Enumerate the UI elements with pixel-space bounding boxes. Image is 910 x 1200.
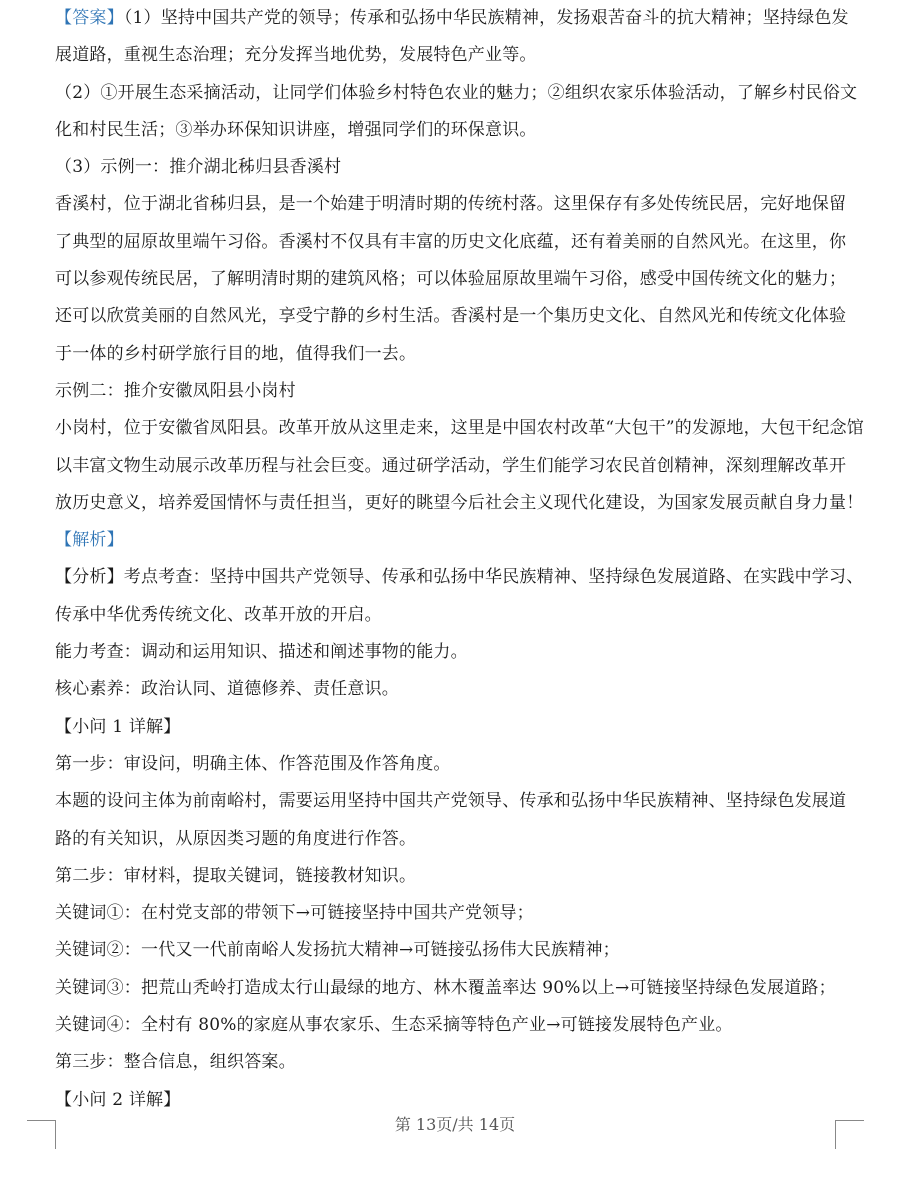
analysis-line: 路的有关知识，从原因类习题的角度进行作答。 [55, 828, 417, 849]
analysis-line: 【分析】考点考查：坚持中国共产党领导、传承和弘扬中华民族精神、坚持绿色发展道路、在实践中学习、 [55, 567, 864, 588]
analysis-line: 本题的设问主体为前南峪村，需要运用坚持中国共产党领导、传承和弘扬中华民族精神、坚持绿色发展道 [55, 791, 847, 812]
keyword-line: 关键词④：全村有 80%的家庭从事农家乐、生态采摘等特色产业→可链接发展特色产业。 [55, 1015, 733, 1036]
answer-line: 于一体的乡村研学旅行目的地，值得我们一去。 [55, 343, 417, 364]
keyword-line: 关键词①：在村党支部的带领下→可链接坚持中国共产党领导； [55, 903, 534, 924]
answer-paragraph-2 [55, 75, 858, 150]
answer-paragraph-3 [55, 149, 845, 373]
answer-line: 【答案】（1）坚持中国共产党的领导；传承和弘扬中华民族精神，发扬艰苦奋斗的抗大精神；坚持绿色发 [55, 8, 849, 28]
analysis-line: 第二步：审材料，提取关键词，链接教材知识。 [55, 865, 417, 886]
answer-line: 香溪村，位于湖北省秭归县，是一个始建于明清时期的传统村落。这里保存有多处传统民居，完好地保留 [55, 194, 847, 215]
answer-line: 以丰富文物生动展示改革历程与社会巨变。通过研学活动，学生们能学习农民首创精神，深刻理解改革开 [55, 455, 847, 476]
sub-question-1-heading: 【小问 1 详解】 [55, 716, 181, 737]
analysis-line: 第三步：整合信息，组织答案。 [55, 1052, 296, 1073]
answer-line: 还可以欣赏美丽的自然风光，享受宁静的乡村生活。香溪村是一个集历史文化、自然风光和传统文化体验 [55, 306, 847, 327]
keyword-line: 关键词③：把荒山秃岭打造成太行山最绿的地方、林木覆盖率达 90%以上→可链接坚持绿色发展道路； [55, 977, 836, 998]
sub-question-2-heading: 【小问 2 详解】 [55, 1089, 181, 1110]
answer-tag: 【答案】 [55, 8, 124, 28]
keyword-line: 关键词②：一代又一代前南峪人发扬抗大精神→可链接弘扬伟大民族精神； [55, 940, 620, 961]
example-one-title: （3）示例一：推介湖北秭归县香溪村 [55, 157, 342, 178]
analysis-section [55, 522, 864, 1119]
analysis-tag: 【解析】 [55, 530, 124, 551]
answer-line: 小岗村，位于安徽省凤阳县。改革开放从这里走来，这里是中国农村改革“大包干”的发源地，大包干纪念馆 [55, 418, 864, 439]
answer-line: 可以参观传统民居，了解明清时期的建筑风格；可以体验屈原故里端午习俗，感受中国传统文化的魅力； [55, 269, 847, 290]
answer-line: 放历史意义，培养爱国情怀与责任担当，更好的眺望今后社会主义现代化建设，为国家发展贡献自身力量！ [55, 492, 864, 513]
answer-paragraph-4 [55, 373, 864, 522]
answer-line: （2）①开展生态采摘活动，让同学们体验乡村特色农业的魅力；②组织农家乐体验活动，了解乡村民俗文 [55, 82, 858, 103]
page-number-footer: 第 13页/共 14页 [394, 1115, 516, 1134]
answer-line: 了典型的屈原故里端午习俗。香溪村不仅具有丰富的历史文化底蕴，还有着美丽的自然风光。在这里，你 [55, 231, 847, 252]
document-body [55, 0, 864, 1119]
analysis-line: 第一步：审设问，明确主体、作答范围及作答角度。 [55, 753, 451, 774]
example-two-title: 示例二：推介安徽凤阳县小岗村 [55, 380, 296, 401]
analysis-line: 传承中华优秀传统文化、改革开放的开启。 [55, 604, 382, 625]
analysis-line: 能力考查：调动和运用知识、描述和阐述事物的能力。 [55, 642, 468, 663]
answer-line: 化和村民生活；③举办环保知识讲座，增强同学们的环保意识。 [55, 119, 537, 140]
analysis-line: 核心素养：政治认同、道德修养、责任意识。 [55, 679, 399, 700]
answer-line: 展道路，重视生态治理；充分发挥当地优势，发展特色产业等。 [55, 45, 537, 66]
answer-paragraph-1 [55, 0, 849, 75]
